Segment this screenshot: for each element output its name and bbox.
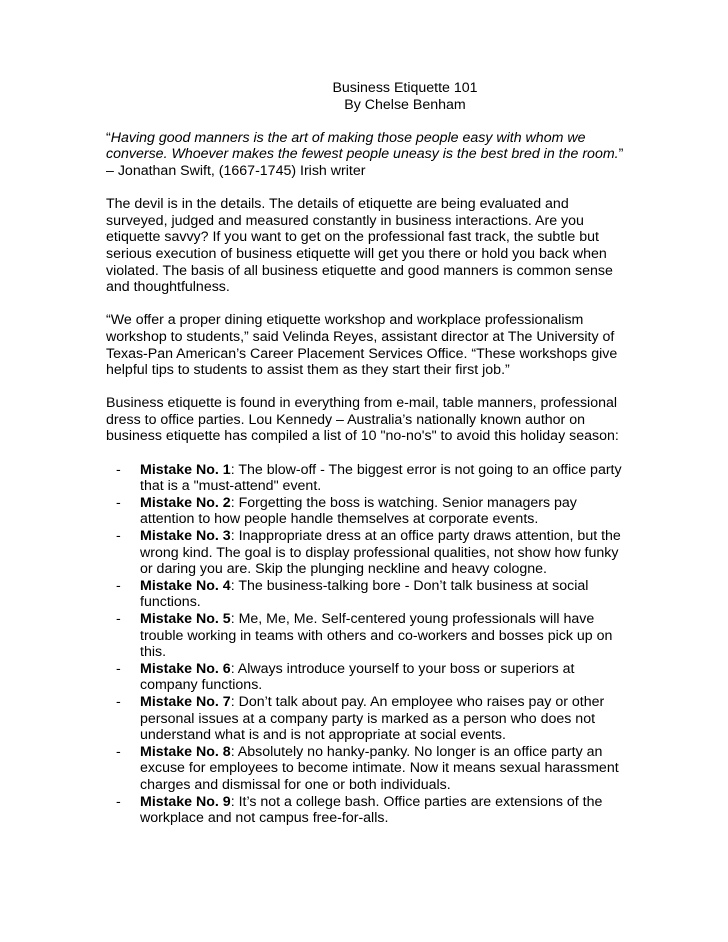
mistake-text: : Me, Me, Me. Self-centered young professionals will have trouble working in teams with others and co-workers and bosses pick up on this. <box>140 611 613 661</box>
list-item <box>106 611 628 661</box>
mistake-label: Mistake No. 8 <box>140 743 231 760</box>
list-bullet: - <box>116 660 121 677</box>
mistake-text: : Don’t talk about pay. An employee who raises pay or other personal issues at a company party is marked as a person who does not understand what is and is not appropriate at social events. <box>140 693 605 744</box>
mistake-label: Mistake No. 1 <box>140 461 231 478</box>
mistake-text: : Forgetting the boss is watching. Senior managers pay attention to how people handle themselves at corporate events. <box>140 494 577 528</box>
list-item <box>106 694 628 744</box>
list-item <box>106 462 628 495</box>
document-title: Business Etiquette 101 <box>332 80 478 96</box>
list-bullet: - <box>116 528 121 545</box>
mistake-label: Mistake No. 6 <box>140 660 231 677</box>
body-paragraph: “We offer a proper dining etiquette workshop and workplace professionalism workshop to students,” said Velinda Reyes, assistant director at The University of Texas-Pan American’s Career Placement Services Office. “These workshops give helpful tips to students to assist them as they start their first job.” <box>106 312 618 379</box>
list-bullet: - <box>116 461 121 478</box>
list-bullet: - <box>116 577 121 594</box>
mistake-label: Mistake No. 5 <box>140 611 231 627</box>
epigraph-attribution: – Jonathan Swift, (1667-1745) Irish writer <box>106 162 366 179</box>
document-author: By Chelse Benham <box>344 96 466 113</box>
list-bullet: - <box>116 611 121 627</box>
body-paragraph: The devil is in the details. The details of etiquette are being evaluated and surveyed, judged and measured constantly in business interactions. Are you etiquette savvy? If you want to get on the professional fast track, the subtle but serious execution of business etiquette will get you there or hold you back when violated. The basis of all business etiquette and good manners is common sense and thoughtfulness. <box>106 196 613 296</box>
epigraph <box>106 130 628 180</box>
list-item <box>106 578 628 611</box>
list-bullet: - <box>116 743 121 760</box>
list-item <box>106 528 628 578</box>
list-bullet: - <box>116 494 121 511</box>
list-bullet: - <box>116 693 121 710</box>
list-item <box>106 744 628 794</box>
list-item <box>106 661 628 694</box>
document-header <box>182 80 628 113</box>
list-bullet: - <box>116 793 121 810</box>
mistake-text: : The business-talking bore - Don’t talk business at social functions. <box>140 577 589 611</box>
epigraph-open-quote: “ <box>106 129 111 146</box>
list-item <box>106 495 628 528</box>
epigraph-close-quote: ” <box>618 146 624 163</box>
mistake-text: : Absolutely no hanky-panky. No longer is an office party an excuse for employees to become intimate. Now it means sexual harassment charges and dismissal for one or both individuals. <box>140 743 619 793</box>
mistake-text: : The blow-off - The biggest error is not going to an office party that is a "must-attend" event. <box>140 461 622 495</box>
mistake-label: Mistake No. 2 <box>140 494 231 511</box>
mistake-text: : Inappropriate dress at an office party draws attention, but the wrong kind. The goal is to display professional qualities, not show how funky or daring you are. Skip the plunging neckline and heavy cologne. <box>140 528 621 578</box>
mistake-text: : Always introduce yourself to your boss or superiors at company functions. <box>140 660 575 694</box>
body-paragraph: Business etiquette is found in everything from e-mail, table manners, professional dress to office parties. Lou Kennedy – Australia’s nationally known author on business etiquette has compiled a list of 10 "no-no's" to avoid this holiday season: <box>106 395 619 445</box>
mistake-text: : It’s not a college bash. Office parties are extensions of the workplace and not campus free-for-alls. <box>140 793 603 827</box>
mistake-label: Mistake No. 4 <box>140 577 231 594</box>
epigraph-quote: Having good manners is the art of making those people easy with whom we converse. Whoever makes the fewest people uneasy is the best bred in the room. <box>106 129 619 163</box>
mistake-label: Mistake No. 9 <box>140 793 231 810</box>
mistake-label: Mistake No. 3 <box>140 528 231 545</box>
mistake-label: Mistake No. 7 <box>140 693 231 710</box>
list-item <box>106 794 628 827</box>
mistakes-list <box>106 462 628 827</box>
